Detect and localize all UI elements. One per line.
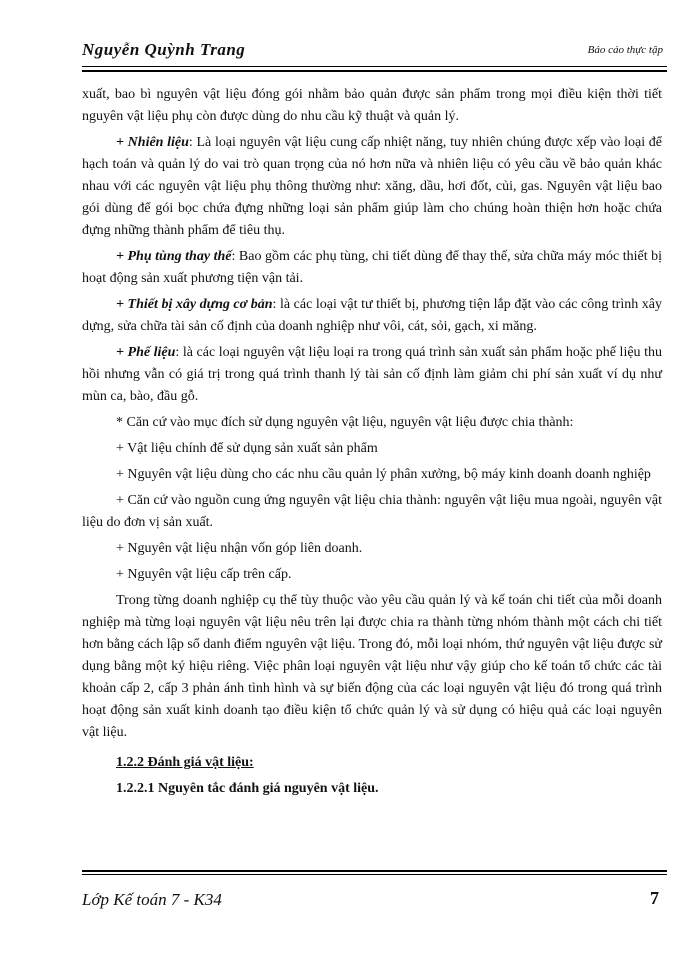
- paragraph: [82, 246, 662, 290]
- paragraph: xuất, bao bì nguyên vật liệu đóng gói nhằm bảo quản được sản phẩm trong mọi điều kiện thời tiết nguyên vật liệu phụ còn được dùng do nhu cầu kỹ thuật và quản lý.: [82, 87, 662, 124]
- paragraph: [82, 294, 662, 338]
- term-text: : Là loại nguyên vật liệu cung cấp nhiệt năng, tuy nhiên chúng được xếp vào loại để hạch toán và quản lý do vai trò quan trọng của nó hơn nữa và nhiên liệu có yêu cầu về bảo quản khác nhau với các nguyên vật liệu phụ thông thường như: xăng, dầu, hơi đốt, củi, gas. Nguyên vật liệu bao gói dùng để gói bọc chứa đựng những loại sản phẩm giúp làm cho chúng hoàn thiện hơn hoặc chứa đựng những thành phẩm để tiêu thụ.: [82, 135, 662, 238]
- paragraph: + Nguyên vật liệu nhận vốn góp liên doanh.: [116, 541, 363, 556]
- paragraph: Trong từng doanh nghiệp cụ thể tùy thuộc vào yêu cầu quản lý và kế toán chi tiết của mỗi doanh nghiệp mà từng loại nguyên vật liệu nêu trên lại được chia ra thành từng nhóm thành một cách chi tiết hơn bằng cách lập sổ danh điểm nguyên vật liệu. Trong đó, mỗi loại nhóm, thứ nguyên vật liệu được sử dụng bằng một ký hiệu riêng. Việc phân loại nguyên vật liệu như vậy giúp cho kế toán tổ chức các tài khoản cấp 2, cấp 3 phản ánh tình hình và sự biến động của các loại nguyên vật liệu đó trong quá trình hoạt động sản xuất kinh doanh tạo điều kiện tổ chức quản lý và sử dụng có hiệu quả các loại nguyên vật liệu.: [82, 593, 662, 740]
- term-lead: + Thiết bị xây dựng cơ bản: [116, 297, 273, 312]
- subsection-heading: 1.2.2.1 Nguyên tắc đánh giá nguyên vật liệu.: [116, 781, 379, 796]
- paragraph: * Căn cứ vào mục đích sử dụng nguyên vật liệu, nguyên vật liệu được chia thành:: [116, 415, 574, 430]
- class-name: Lớp Kế toán 7 - K34: [82, 890, 222, 909]
- author-name: Nguyễn Quỳnh Trang: [82, 40, 246, 59]
- paragraph: [82, 342, 662, 408]
- term-lead: + Phụ tùng thay thế: [116, 249, 232, 264]
- header-rule-thick: [82, 70, 667, 72]
- term-text: : là các loại nguyên vật liệu loại ra trong quá trình sản xuất sản phẩm hoặc phế liệu thu hồi nhưng vẫn có giá trị trong quá trình thanh lý tài sản cố định làm giảm chi phí sản xuất ví dụ như mùn ca, bào, đầu gỗ.: [82, 345, 662, 404]
- term-lead: + Nhiên liệu: [116, 135, 189, 150]
- page-header: [82, 40, 667, 66]
- term-text: : Bao gồm các phụ tùng, chi tiết dùng để thay thế, sửa chữa máy móc thiết bị hoạt động sản xuất phương tiện vận tải.: [82, 249, 663, 286]
- paragraph: [82, 132, 662, 242]
- paragraph: + Nguyên vật liệu cấp trên cấp.: [116, 567, 292, 582]
- section-heading: 1.2.2 Đánh giá vật liệu:: [116, 755, 254, 770]
- page-footer: [82, 888, 667, 914]
- paragraph: + Nguyên vật liệu dùng cho các nhu cầu quản lý phân xưởng, bộ máy kinh doanh doanh nghiệp: [116, 467, 651, 482]
- page-number: 7: [650, 888, 659, 908]
- report-label: Báo cáo thực tập: [587, 44, 663, 56]
- paragraph: + Vật liệu chính để sử dụng sản xuất sản phẩm: [116, 441, 378, 456]
- document-body: [82, 84, 662, 804]
- header-rule: [82, 66, 667, 67]
- term-text: : là các loại vật tư thiết bị, phương tiện lắp đặt vào các công trình xây dựng, sửa chữa tài sản cố định của doanh nghiệp như vôi, cát, sỏi, gạch, xi măng.: [82, 297, 662, 334]
- paragraph: + Căn cứ vào nguồn cung ứng nguyên vật liệu chia thành: nguyên vật liệu mua ngoài, nguyên vật liệu do đơn vị sản xuất.: [82, 493, 662, 530]
- footer-rule-thick: [82, 870, 667, 872]
- footer-rule: [82, 874, 667, 875]
- term-lead: + Phế liệu: [116, 345, 176, 360]
